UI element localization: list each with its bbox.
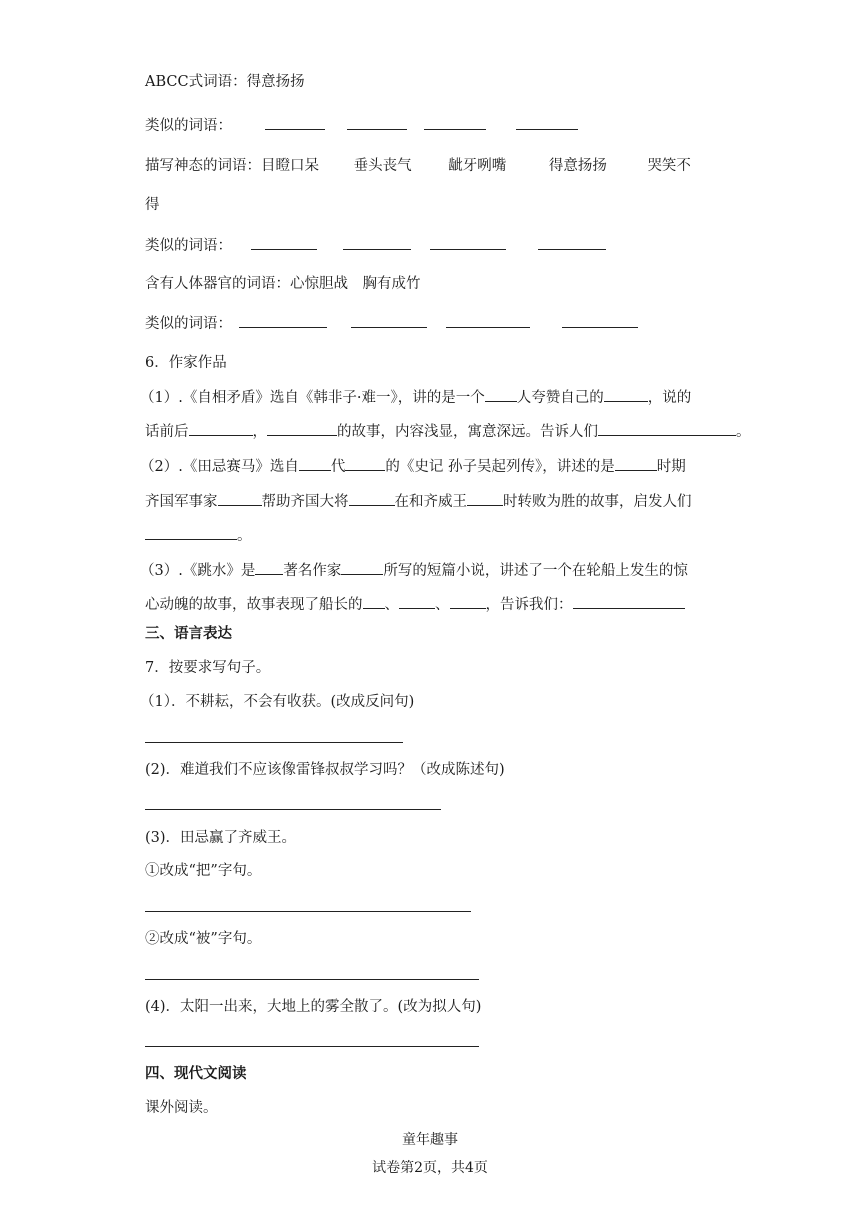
answer-blank[interactable] (430, 235, 506, 250)
answer-blank[interactable] (351, 313, 427, 328)
answer-blank[interactable] (347, 115, 407, 130)
answer-line[interactable] (145, 809, 441, 810)
answer-line[interactable] (145, 979, 479, 980)
section-4-heading: 四、现代文阅读 (145, 1065, 247, 1082)
answer-blank[interactable] (239, 313, 327, 328)
answer-blank[interactable] (485, 387, 517, 402)
answer-blank[interactable] (349, 491, 395, 506)
answer-blank[interactable] (467, 491, 503, 506)
similar-words-line-1: 类似的词语： (145, 115, 578, 136)
expression-words-line: 描写神态的词语：目瞪口呆 垂头丧气 龇牙咧嘴 得意扬扬 哭笑不 (145, 158, 691, 174)
answer-blank[interactable] (255, 560, 283, 575)
answer-blank[interactable] (345, 456, 385, 471)
answer-line[interactable] (145, 911, 471, 912)
page-footer: 试卷第2页，共4页 (372, 1160, 488, 1176)
article-title: 童年趣事 (402, 1132, 458, 1148)
answer-blank[interactable] (341, 560, 383, 575)
answer-blank[interactable] (573, 594, 685, 609)
question-6-2-line-2: 齐国军事家 帮助齐国大将 在和齐威王 时转败为胜的故事，启发人们 (145, 491, 692, 512)
organ-words-line: 含有人体器官的词语：心惊胆战 胸有成竹 (145, 276, 421, 292)
expression-words-wrap: 得 (145, 197, 160, 213)
answer-blank[interactable] (265, 115, 325, 130)
question-6-heading: 6．作家作品 (145, 355, 227, 371)
answer-line[interactable] (145, 1046, 479, 1047)
answer-blank[interactable] (267, 421, 337, 436)
answer-blank[interactable] (299, 456, 331, 471)
answer-blank[interactable] (562, 313, 638, 328)
similar-words-line-2: 类似的词语： (145, 235, 606, 256)
answer-blank[interactable] (343, 235, 411, 250)
question-6-2-line-1: （2）.《田忌赛马》选自 代 的《史记 孙子吴起列传》，讲述的是 时期 (140, 456, 686, 477)
answer-blank[interactable] (189, 421, 253, 436)
answer-blank[interactable] (424, 115, 486, 130)
answer-blank[interactable] (446, 313, 530, 328)
answer-blank[interactable] (399, 594, 435, 609)
section-3-heading: 三、语言表达 (145, 625, 232, 642)
answer-blank[interactable] (538, 235, 606, 250)
question-7-1: （1）．不耕耘，不会有收获。(改成反问句) (140, 694, 415, 710)
answer-blank[interactable] (450, 594, 486, 609)
answer-blank[interactable] (615, 456, 657, 471)
answer-blank[interactable] (218, 491, 262, 506)
answer-blank[interactable] (251, 235, 317, 250)
question-7-4: (4)．太阳一出来，大地上的雾全散了。(改为拟人句) (145, 999, 482, 1015)
question-7-3-a: ①改成“把”字句。 (145, 863, 262, 879)
answer-line[interactable] (145, 742, 403, 743)
answer-blank[interactable] (145, 525, 237, 540)
question-6-3-line-2: 心动魄的故事，故事表现了船长的 、 、 ，告诉我们： (145, 594, 685, 615)
question-7-2: (2)．难道我们不应该像雷锋叔叔学习吗？（改成陈述句) (145, 762, 505, 778)
extracurricular-reading-label: 课外阅读。 (145, 1100, 218, 1116)
answer-blank[interactable] (363, 594, 385, 609)
question-7-3: (3)．田忌赢了齐威王。 (145, 830, 297, 846)
similar-words-line-3: 类似的词语： (145, 313, 638, 334)
answer-blank[interactable] (598, 421, 736, 436)
answer-blank[interactable] (516, 115, 578, 130)
question-6-3-line-1: （3）.《跳水》是 著名作家 所写的短篇小说，讲述了一个在轮船上发生的惊 (140, 560, 688, 581)
question-6-2-line-3: 。 (145, 525, 252, 546)
question-7-3-b: ②改成“被”字句。 (145, 931, 262, 947)
question-6-1-line-1: （1）.《自相矛盾》选自《韩非子·难一》，讲的是一个 人夸赞自己的 ，说的 (140, 387, 691, 408)
abcc-words-line: ABCC式词语：得意扬扬 (145, 74, 305, 90)
question-7-heading: 7．按要求写句子。 (145, 660, 271, 676)
question-6-1-line-2: 话前后 ， 的故事，内容浅显，寓意深远。告诉人们 。 (145, 421, 751, 442)
answer-blank[interactable] (604, 387, 648, 402)
